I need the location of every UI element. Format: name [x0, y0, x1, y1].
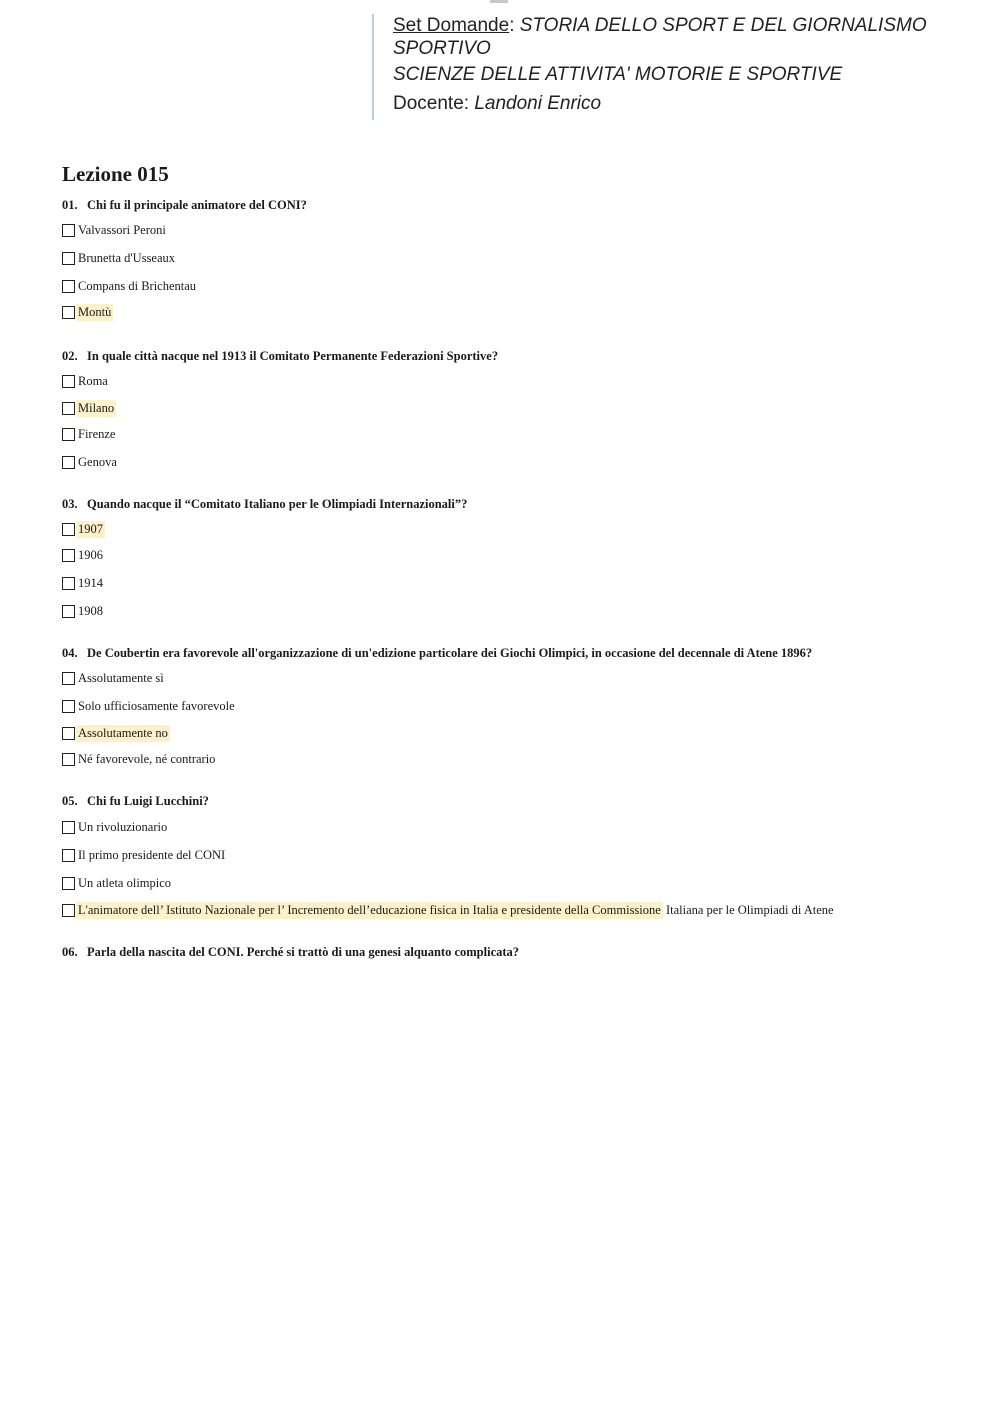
set-label: Set Domande: [393, 15, 510, 36]
answer-option[interactable]: [62, 902, 834, 919]
answer-option[interactable]: [62, 426, 115, 443]
answer-label: 1907: [78, 522, 103, 536]
answer-option[interactable]: [62, 373, 108, 390]
answer-label: Assolutamente no: [78, 726, 168, 740]
answer-checkbox[interactable]: [62, 224, 75, 237]
answer-label: Brunetta d'Usseaux: [78, 251, 176, 265]
answer-option[interactable]: [62, 521, 105, 538]
answer-option[interactable]: [62, 725, 170, 742]
question-1: [62, 198, 307, 213]
answer-label: L'animatore dell’ Istituto Nazionale per l’ Incremento dell’educazione fisica in Italia e presidente della Commissione: [78, 903, 661, 917]
lesson-title: Lezione 015: [62, 162, 169, 186]
answer-checkbox[interactable]: [62, 700, 75, 713]
answer-checkbox[interactable]: [62, 727, 75, 740]
course-header: [372, 14, 954, 120]
answer-option[interactable]: [62, 819, 167, 836]
answer-label: Valvassori Peroni: [78, 223, 166, 237]
question-5: [62, 794, 209, 809]
answer-checkbox[interactable]: [62, 252, 75, 265]
degree-name: SCIENZE DELLE ATTIVITA' MOTORIE E SPORTIVE: [393, 64, 843, 85]
answer-label: 1908: [78, 604, 103, 618]
answer-option[interactable]: [62, 670, 164, 687]
answer-checkbox[interactable]: [62, 402, 75, 415]
answer-checkbox[interactable]: [62, 280, 75, 293]
question-text: Quando nacque il “Comitato Italiano per le Olimpiadi Internazionali”?: [87, 497, 468, 511]
answer-label: Il primo presidente del CONI: [78, 848, 226, 862]
answer-option[interactable]: [62, 250, 175, 267]
question-4: [62, 646, 812, 661]
answer-checkbox[interactable]: [62, 605, 75, 618]
answer-checkbox[interactable]: [62, 821, 75, 834]
question-2: [62, 349, 498, 364]
set-colon: :: [509, 15, 515, 36]
answer-checkbox[interactable]: [62, 672, 75, 685]
answer-label: Compans di Brichentau: [78, 279, 197, 293]
answer-option[interactable]: [62, 875, 171, 892]
question-text: De Coubertin era favorevole all'organizzazione di un'edizione particolare dei Giochi Olimpici, in occasione del decennale di Atene 1896?: [87, 646, 813, 660]
top-marker: [490, 0, 508, 3]
question-3: [62, 497, 467, 512]
question-number: 04.: [62, 646, 78, 660]
answer-checkbox[interactable]: [62, 877, 75, 890]
course-title: STORIA DELLO SPORT E DEL GIORNALISMO SPORTIVO: [393, 15, 927, 59]
answer-option[interactable]: [62, 222, 166, 239]
question-text: Chi fu Luigi Lucchini?: [87, 794, 209, 808]
answer-checkbox[interactable]: [62, 375, 75, 388]
answer-option[interactable]: [62, 454, 117, 471]
answer-label: Milano: [78, 401, 115, 415]
answer-label: Né favorevole, né contrario: [78, 752, 216, 766]
answer-option[interactable]: [62, 603, 103, 620]
answer-label: Montù: [78, 305, 112, 319]
answer-checkbox[interactable]: [62, 428, 75, 441]
question-number: 01.: [62, 198, 78, 212]
answer-option[interactable]: [62, 400, 116, 417]
answer-label: Un atleta olimpico: [78, 876, 172, 890]
answer-label-tail: Italiana per le Olimpiadi di Atene: [662, 903, 834, 917]
answer-option[interactable]: [62, 698, 235, 715]
answer-label: Solo ufficiosamente favorevole: [78, 699, 235, 713]
answer-checkbox[interactable]: [62, 549, 75, 562]
question-text: Parla della nascita del CONI. Perché si trattò di una genesi alquanto complicata?: [87, 945, 520, 959]
answer-checkbox[interactable]: [62, 577, 75, 590]
answer-label: 1914: [78, 576, 103, 590]
teacher-name: Landoni Enrico: [474, 93, 602, 114]
answer-option[interactable]: [62, 278, 196, 295]
teacher-label: Docente:: [393, 93, 470, 114]
answer-checkbox[interactable]: [62, 753, 75, 766]
answer-checkbox[interactable]: [62, 456, 75, 469]
question-text: Chi fu il principale animatore del CONI?: [87, 198, 307, 212]
answer-option[interactable]: [62, 304, 113, 321]
answer-option[interactable]: [62, 847, 225, 864]
question-6: [62, 945, 519, 960]
question-text: In quale città nacque nel 1913 il Comitato Permanente Federazioni Sportive?: [87, 349, 499, 363]
question-number: 02.: [62, 349, 78, 363]
answer-option[interactable]: [62, 575, 103, 592]
answer-label: Assolutamente sì: [78, 671, 164, 685]
answer-label: Roma: [78, 374, 108, 388]
answer-checkbox[interactable]: [62, 849, 75, 862]
answer-label: Un rivoluzionario: [78, 820, 168, 834]
answer-label: Firenze: [78, 427, 116, 441]
answer-option[interactable]: [62, 751, 215, 768]
answer-label: 1906: [78, 548, 103, 562]
question-number: 06.: [62, 945, 78, 959]
answer-option[interactable]: [62, 547, 103, 564]
set-title: [393, 14, 953, 60]
answer-checkbox[interactable]: [62, 306, 75, 319]
answer-checkbox[interactable]: [62, 523, 75, 536]
answer-checkbox[interactable]: [62, 904, 75, 917]
answer-label: Genova: [78, 455, 117, 469]
question-number: 05.: [62, 794, 78, 808]
question-number: 03.: [62, 497, 78, 511]
